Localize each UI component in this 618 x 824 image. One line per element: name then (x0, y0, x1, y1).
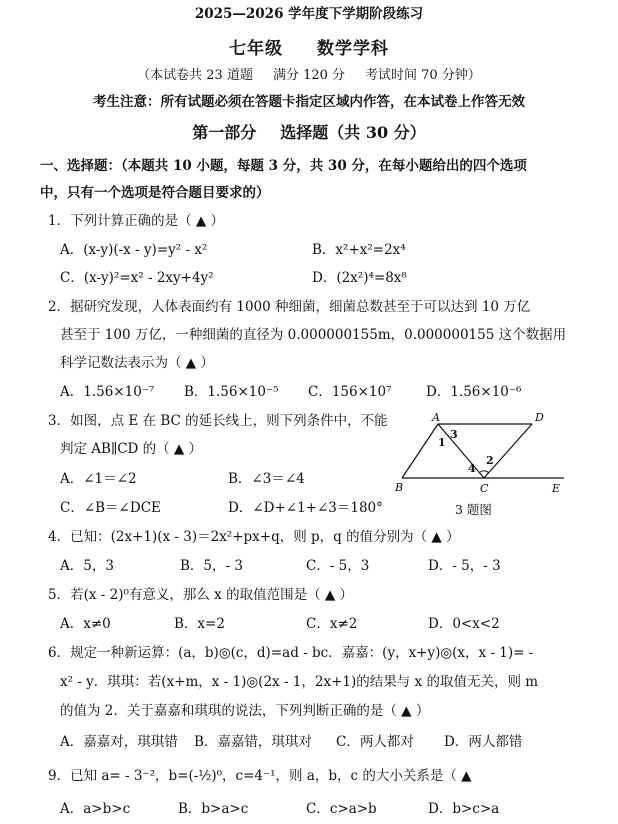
question-4-option-c: C．- 5，3 (306, 558, 370, 574)
info-time: 考试时间 70 分钟） (365, 68, 481, 83)
label-c: C (480, 482, 489, 495)
question-9-option-a: A．a>b>c (60, 801, 131, 817)
question-6-option-c: C．两人都对 (336, 734, 414, 750)
question-3-figure-caption: 3 题图 (455, 502, 492, 517)
question-5-option-d: D．0<x<2 (428, 616, 500, 632)
question-6-option-b: B．嘉嘉错，琪琪对 (194, 734, 312, 750)
question-1-option-c: C．(x-y)²=x² - 2xy+4y² (60, 270, 214, 286)
question-4-option-b: B．5，- 3 (180, 558, 243, 574)
info-questions: （本试卷共 23 道题 (137, 68, 253, 83)
question-4-option-a: A．5，3 (60, 558, 114, 574)
question-2-option-c: C．156×10⁷ (308, 384, 392, 400)
question-3-line1: 3．如图，点 E 在 BC 的延长线上，则下列条件中，不能 (48, 413, 388, 429)
exam-title: 2025—2026 学年度下学期阶段练习 (194, 6, 424, 22)
label-d: D (535, 411, 544, 424)
question-2-option-b: B．1.56×10⁻⁵ (184, 384, 279, 400)
grade-label: 七年级 (229, 39, 283, 59)
exam-subtitle (0, 34, 618, 59)
segment-dc (484, 424, 532, 478)
question-9-stem: 9．已知 a= - 3⁻²，b=(-½)⁰，c=4⁻¹，则 a，b，c 的大小关系是（ ▲ (48, 768, 472, 784)
label-b: B (395, 481, 404, 494)
question-6-line3: 的值为 2．关于嘉嘉和琪琪的说法，下列判断正确的是（ ▲ ） (60, 703, 430, 719)
question-6-option-a: A．嘉嘉对，琪琪错 (60, 734, 178, 750)
question-9-option-b: B．b>a>c (178, 801, 249, 817)
section-instructions-line1: 一、选择题：（本题共 10 小题，每题 3 分，共 30 分，在每小题给出的四个选项 (40, 158, 527, 174)
angle-label-2: 2 (486, 454, 494, 467)
part-number: 第一部分 (192, 123, 257, 142)
question-1-option-a: A．(x-y)(-x - y)=y² - x² (60, 242, 208, 258)
question-6-line2: x² - y．琪琪：若(x+m，x - 1)◎(2x - 1，2x+1)的结果与 x 的取值无关，则 m (60, 674, 539, 690)
part-subtitle: 选择题（共 30 分） (280, 123, 426, 142)
angle-label-1: 1 (438, 436, 446, 449)
question-2-line3: 科学记数法表示为（ ▲ ） (60, 355, 214, 371)
label-a: A (432, 411, 440, 424)
angle-label-4: 4 (468, 462, 476, 475)
exam-notice: 考生注意：所有试题必须在答题卡指定区域内作答，在本试卷上作答无效 (93, 94, 525, 110)
part-title (0, 120, 618, 143)
question-1-option-b: B．x²+x²=2x⁴ (312, 242, 406, 258)
question-5-option-b: B．x=2 (174, 616, 225, 632)
question-2-option-a: A．1.56×10⁻⁷ (60, 384, 155, 400)
question-3-line2: 判定 AB∥CD 的（ ▲ ） (60, 441, 203, 457)
segment-ac (438, 424, 484, 478)
question-9-option-d: D．b>c>a (428, 801, 500, 817)
question-5-stem: 5．若(x - 2)⁰有意义，那么 x 的取值范围是（ ▲ ） (48, 587, 354, 603)
angle-label-3: 3 (450, 428, 458, 441)
question-3-option-c: C．∠B＝∠DCE (60, 500, 161, 516)
exam-info (0, 64, 618, 83)
question-9-option-c: C．c>a>b (306, 801, 377, 817)
question-6-line1: 6．规定一种新运算：(a，b)◎(c，d)=ad - bc．嘉嘉：(y，x+y)◎(x，x - 1)= - (48, 645, 534, 661)
question-1-option-d: D．(2x²)⁴=8x⁸ (312, 270, 407, 286)
question-4-option-d: D．- 5，- 3 (428, 558, 501, 574)
question-5-option-c: C．x≠2 (306, 616, 358, 632)
question-3-option-a: A．∠1＝∠2 (60, 471, 137, 487)
section-instructions-line2: 中，只有一个选项是符合题目要求的） (40, 185, 270, 201)
subject-label: 数学学科 (317, 39, 389, 59)
question-2-line1: 2．据研究发现，人体表面约有 1000 种细菌，细菌总数甚至于可以达到 10 万亿 (48, 299, 531, 315)
info-score: 满分 120 分 (272, 68, 346, 83)
angle-arc (480, 471, 489, 473)
segment-ab (402, 424, 438, 478)
label-e: E (552, 482, 561, 495)
question-4-stem: 4．已知：(2x+1)(x - 3)＝2x²+px+q，则 p，q 的值分别为（ ▲ ） (48, 529, 460, 545)
question-5-option-a: A．x≠0 (60, 616, 111, 632)
question-2-line2: 甚至于 100 万亿，一种细菌的直径为 0.000000155m，0.000000155 这个数据用 (60, 327, 567, 343)
question-3-figure (392, 408, 572, 500)
question-3-option-d: D．∠D+∠1+∠3＝180° (228, 500, 383, 516)
question-1-stem: 1．下列计算正确的是（ ▲ ） (48, 213, 225, 229)
question-3-option-b: B．∠3＝∠4 (228, 471, 305, 487)
question-2-option-d: D．1.56×10⁻⁶ (426, 384, 522, 400)
question-6-option-d: D．两人都错 (444, 734, 523, 750)
